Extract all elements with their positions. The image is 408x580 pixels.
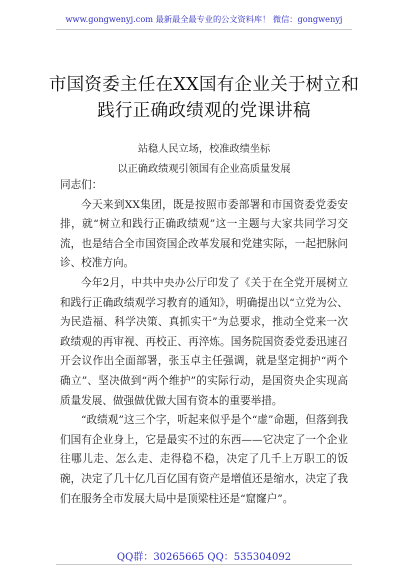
paragraph-1: 今天来到XX集团，既是按照市委部署和市国资委党委安排，就“树立和践行正确政绩观”这一主题与大家共同学习交流，也是结合全市国资国企改革发展和党建实际，一起把脉问诊、校准方向。 [60, 198, 348, 270]
salutation: 同志们： [60, 179, 103, 191]
paragraph-2: 今年2月，中共中央办公厅印发了《关于在全党开展树立和践行正确政绩观学习教育的通知》，明确提出以“立党为公、为民造福、科学决策、真抓实干”为总要求，推动全党来一次政绩观的再审视、再校正、再淬炼。国务院国资委党委迅速召开会议作出全面部署，张玉卓主任强调，就是坚定拥护“两个确立”、坚决做到“两个维护”的实际行动，是国资央企实现高质量发展、做强做优做大国有资本的重要举措。 [60, 276, 348, 407]
header-divider [56, 29, 352, 30]
footer-text: QQ群：30265665 QQ：535304092 [116, 552, 292, 563]
page-header [0, 0, 408, 34]
header-text: www.gongwenyj.com 最新最全最专业的公文资料库！ 微信：gongwenyj [65, 14, 343, 24]
paragraph-3: “政绩观”这三个字，听起来似乎是个“虚”命题，但落到我们国有企业身上，它是最实不过的东西——它决定了一个企业往哪儿走、怎么走、走得稳不稳，决定了几千上万职工的饭碗，决定了几十亿几百亿国有资产是增值还是缩水，决定了我们在服务全市发展大局中是顶梁柱还是“窟窿户”。 [60, 414, 348, 505]
page-footer [0, 548, 408, 568]
footer-divider [56, 564, 352, 565]
document-body [60, 176, 348, 509]
document-subtitle-1: 站稳人民立场，校准政绩坐标 [137, 144, 271, 155]
document-title: 市国资委主任在XX国有企业关于树立和践行正确政绩观的党课讲稿 [48, 75, 360, 121]
document-subtitle-2: 以正确政绩观引领国有企业高质量发展 [117, 164, 291, 175]
